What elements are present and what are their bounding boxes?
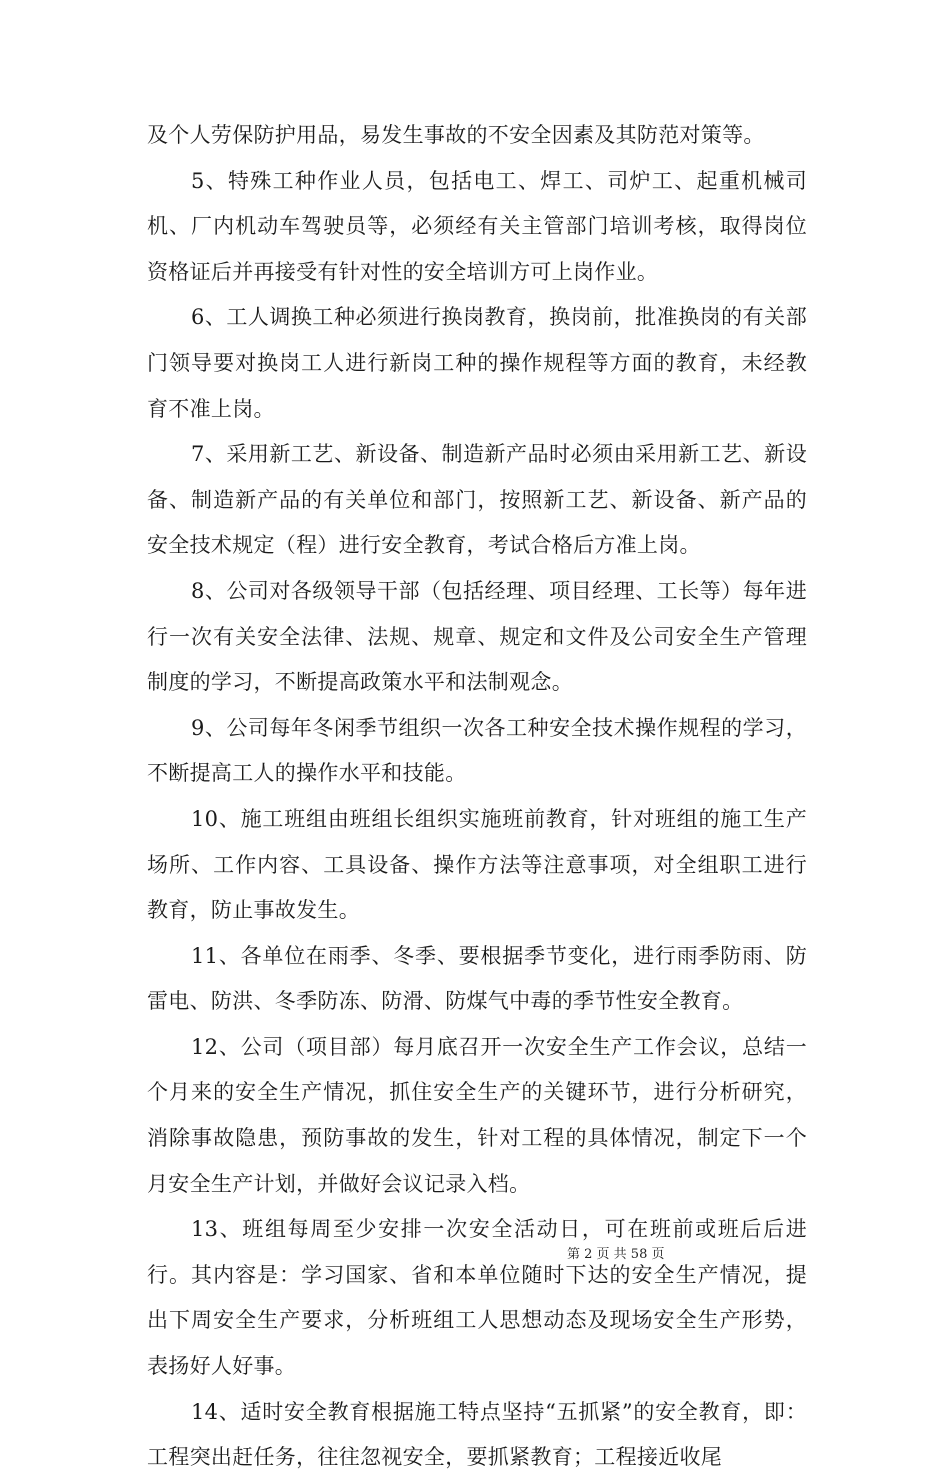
paragraph: 12、公司（项目部）每月底召开一次安全生产工作会议，总结一个月来的安全生产情况，抓住安全生产的关键环节，进行分析研究，消除事故隐患，预防事故的发生，针对工程的具体情况，制定下一个月安全生产计划，并做好会议记录入档。: [147, 1034, 807, 1196]
paragraph: 11、各单位在雨季、冬季、要根据季节变化，进行雨季防雨、防雷电、防洪、冬季防冻、防滑、防煤气中毒的季节性安全教育。: [147, 943, 807, 1014]
paragraph: 10、施工班组由班组长组织实施班前教育，针对班组的施工生产场所、工作内容、工具设备、操作方法等注意事项，对全组职工进行教育，防止事故发生。: [147, 806, 807, 923]
paragraph: 5、特殊工种作业人员，包括电工、焊工、司炉工、起重机械司机、厂内机动车驾驶员等，必须经有关主管部门培训考核，取得岗位资格证后并再接受有针对性的安全培训方可上岗作业。: [147, 168, 807, 284]
paragraph: 及个人劳保防护用品，易发生事故的不安全因素及其防范对策等。: [147, 123, 765, 147]
paragraph: 6、工人调换工种必须进行换岗教育，换岗前，批准换岗的有关部门领导要对换岗工人进行新岗工种的操作规程等方面的教育，未经教育不准上岗。: [147, 305, 807, 421]
paragraph: 8、公司对各级领导干部（包括经理、项目经理、工长等）每年进行一次有关安全法律、法规、规章、规定和文件及公司安全生产管理制度的学习，不断提高政策水平和法制观念。: [147, 578, 807, 695]
document-body: [147, 113, 807, 1481]
paragraph: 14、适时安全教育根据施工特点坚持“五抓紧”的安全教育，即：工程突出赶任务，往往忽视安全，要抓紧教育；工程接近收尾: [147, 1399, 807, 1470]
paragraph: 9、公司每年冬闲季节组织一次各工种安全技术操作规程的学习，不断提高工人的操作水平和技能。: [147, 715, 807, 786]
paragraph: 7、采用新工艺、新设备、制造新产品时必须由采用新工艺、新设备、制造新产品的有关单位和部门，按照新工艺、新设备、新产品的安全技术规定（程）进行安全教育，考试合格后方准上岗。: [147, 442, 807, 558]
page-number-footer: 第 2 页 共 58 页: [567, 1247, 665, 1262]
paragraph: 13、班组每周至少安排一次安全活动日，可在班前或班后后进行。其内容是：学习国家、省和本单位随时下达的安全生产情况，提出下周安全生产要求，分析班组工人思想动态及现场安全生产形势，表扬好人好事。: [147, 1217, 807, 1379]
